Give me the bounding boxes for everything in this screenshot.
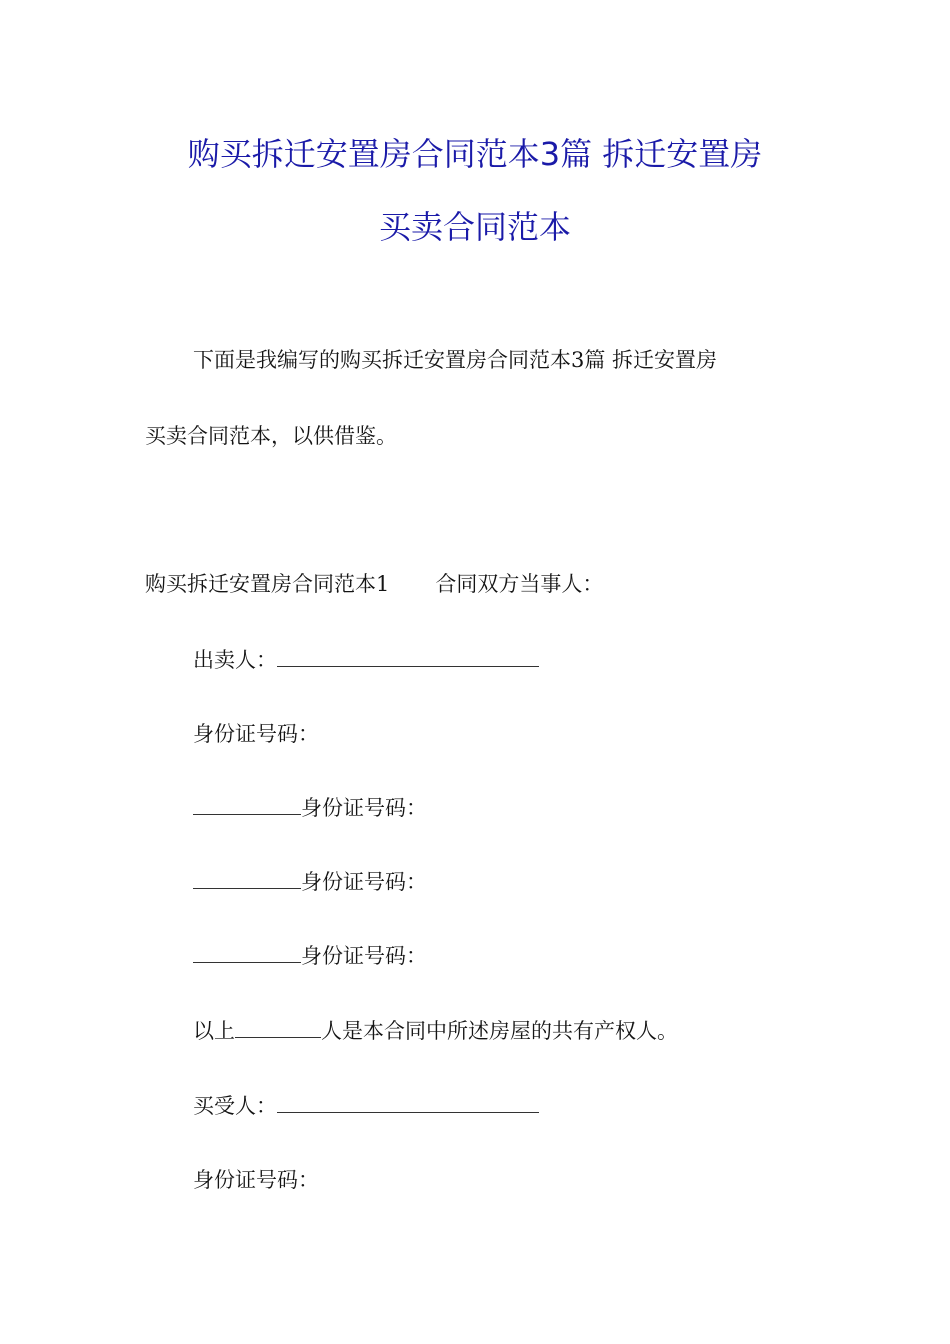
coowner-id-label-3: 身份证号码： [301, 944, 427, 968]
coowner-id-row-3 [193, 941, 427, 971]
coowner-blank-line-3 [193, 942, 301, 963]
section-heading: 购买拆迁安置房合同范本1 [145, 572, 390, 596]
coowner-prefix: 以上 [193, 1019, 235, 1043]
coowner-blank-line-2 [193, 868, 301, 889]
seller-row [193, 645, 539, 675]
buyer-blank-line [277, 1092, 539, 1113]
seller-id-label: 身份证号码： [193, 722, 319, 746]
intro-paragraph-line-2: 买卖合同范本，以供借鉴。 [145, 424, 397, 448]
parties-label: 合同双方当事人： [435, 572, 604, 596]
coowner-statement-row [193, 1016, 678, 1046]
document-title-line-2: 买卖合同范本 [378, 208, 571, 246]
coowner-id-row-2 [193, 867, 427, 897]
document-title-line-1: 购买拆迁安置房合同范本3篇 拆迁安置房 [187, 135, 763, 173]
section-heading-row [145, 569, 603, 599]
buyer-label: 买受人： [193, 1094, 277, 1118]
coowner-blank-line-1 [193, 794, 301, 815]
coowner-id-label-2: 身份证号码： [301, 870, 427, 894]
buyer-row [193, 1091, 539, 1121]
coowner-suffix: 人是本合同中所述房屋的共有产权人。 [321, 1019, 678, 1043]
intro-paragraph-line-1: 下面是我编写的购买拆迁安置房合同范本3篇 拆迁安置房 [193, 348, 718, 372]
seller-blank-line [277, 646, 539, 667]
coowner-id-row-1 [193, 793, 427, 823]
seller-label: 出卖人： [193, 648, 277, 672]
coowner-id-label-1: 身份证号码： [301, 796, 427, 820]
coowner-count-blank-line [235, 1017, 321, 1038]
buyer-id-label: 身份证号码： [193, 1168, 319, 1192]
